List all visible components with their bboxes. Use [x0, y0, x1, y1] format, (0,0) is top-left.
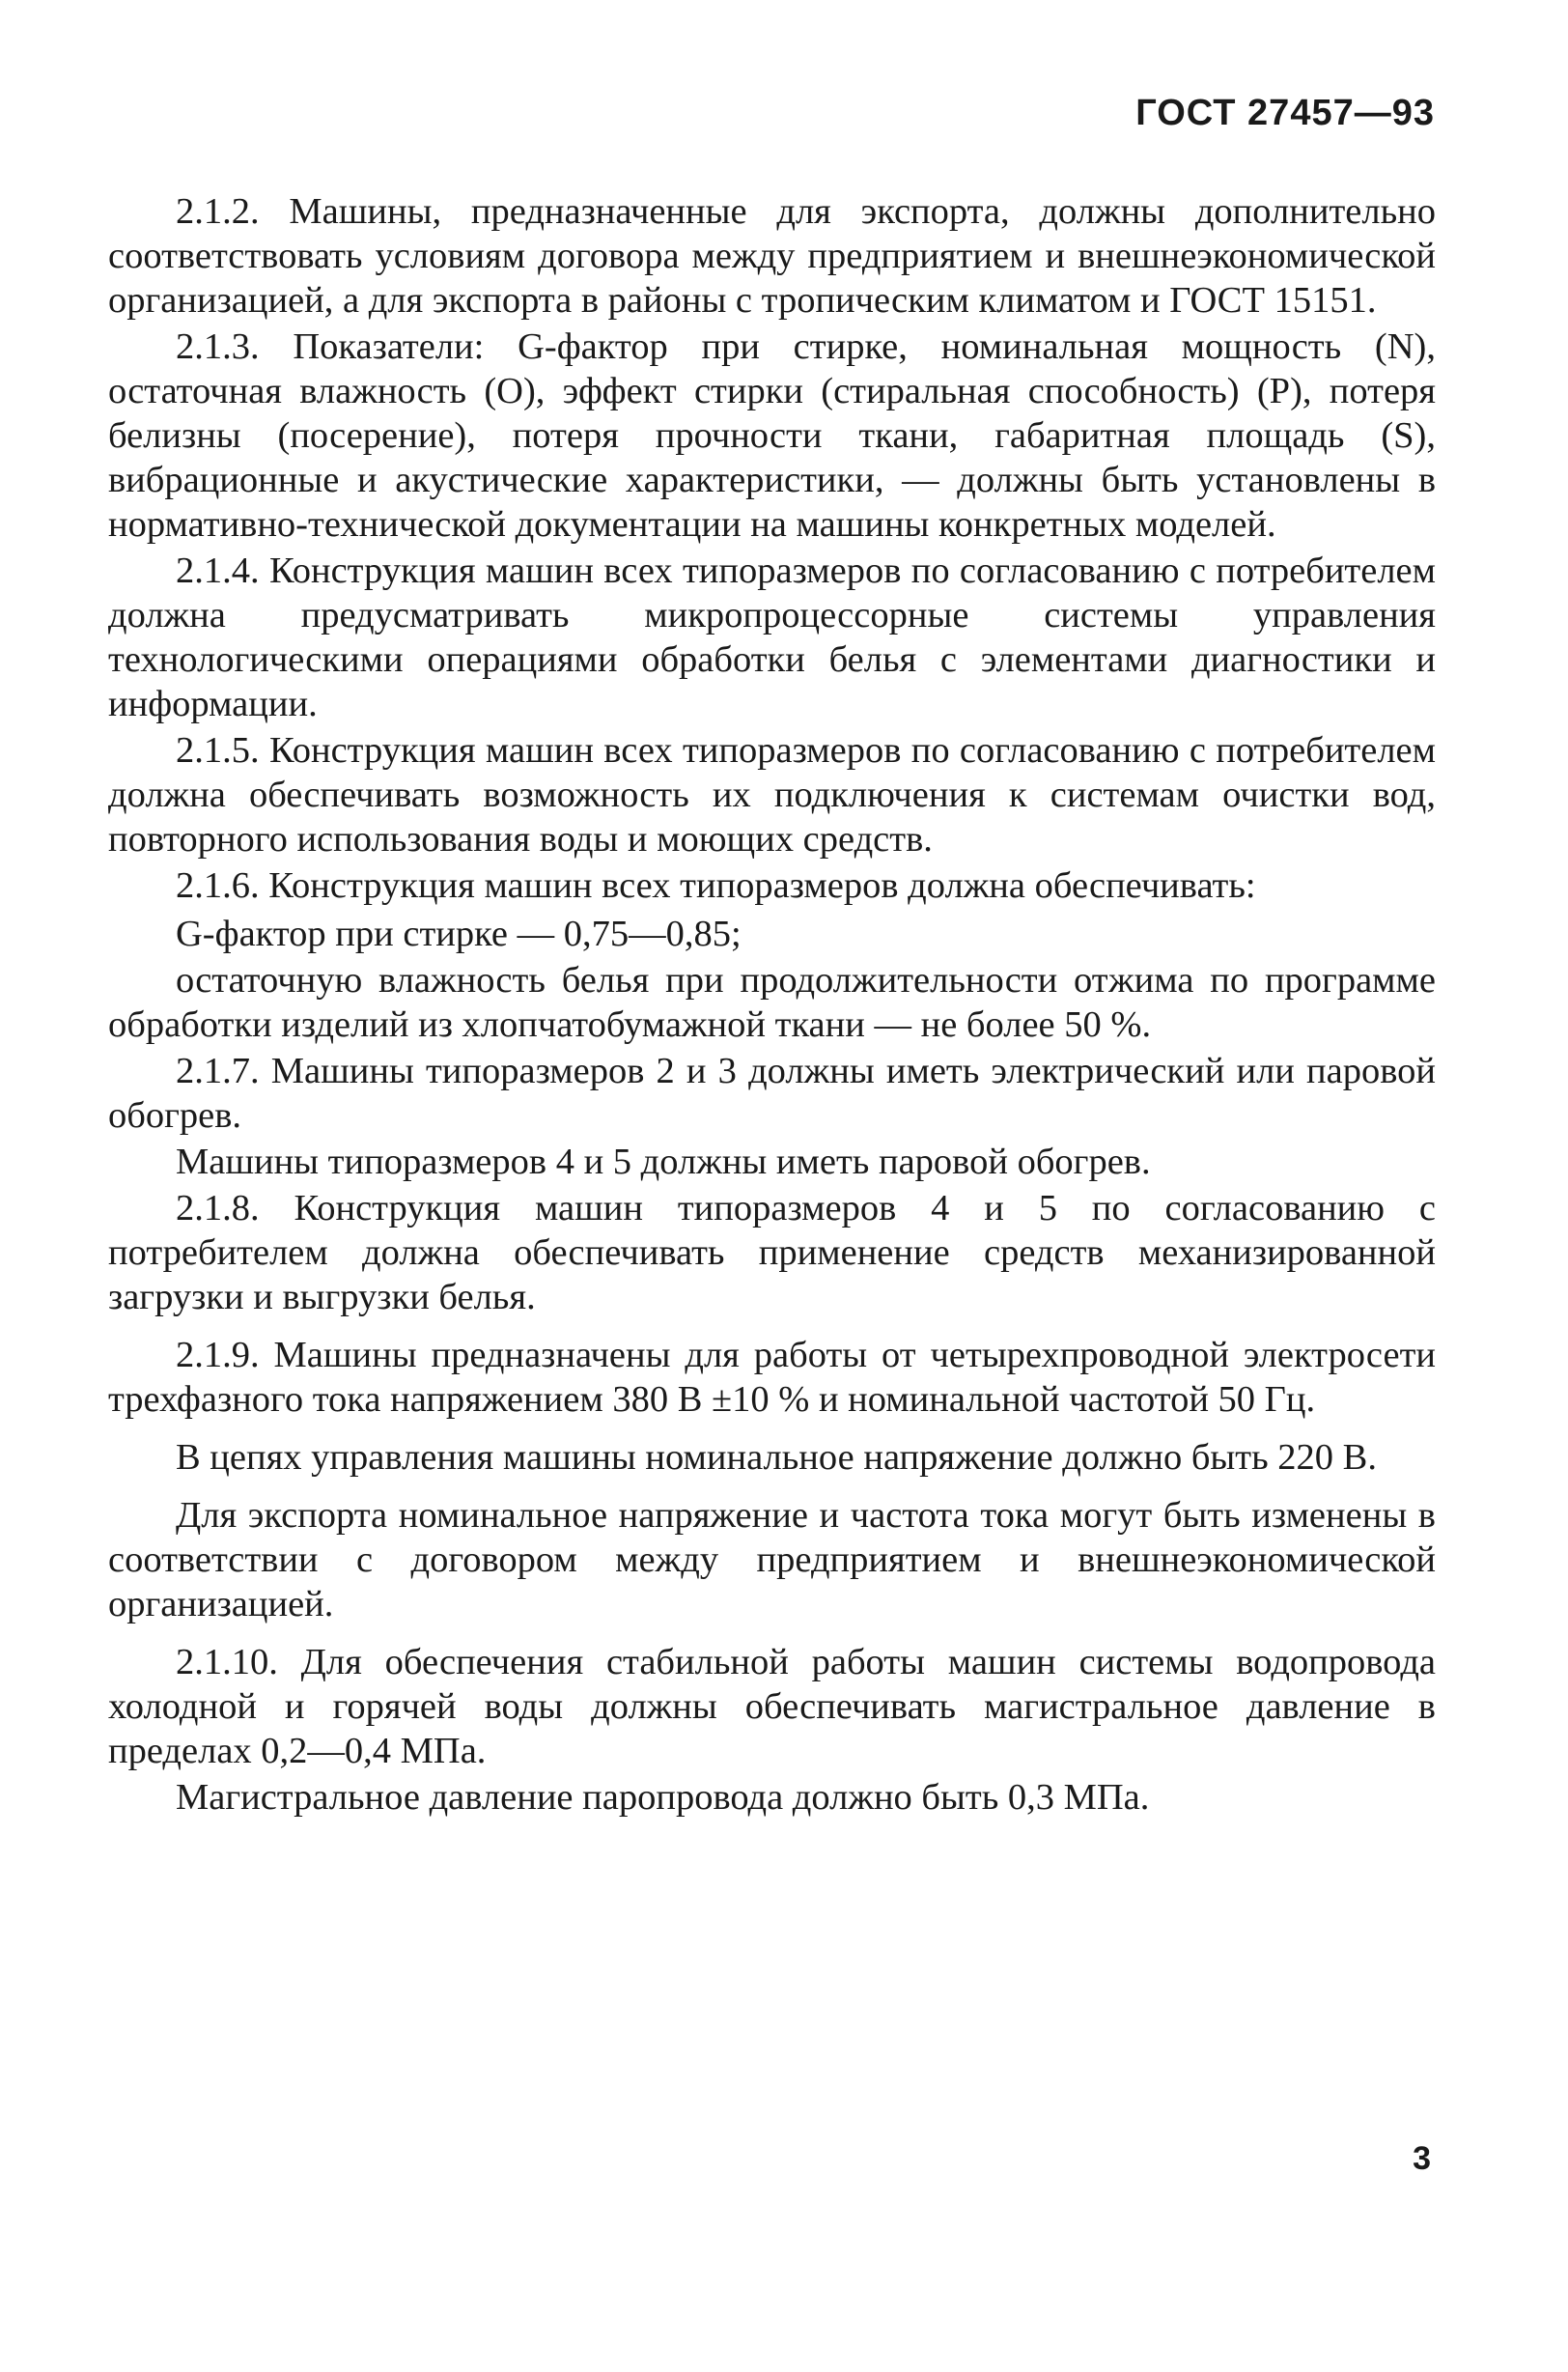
paragraph-2-1-5: 2.1.5. Конструкция машин всех типоразмеров по согласованию с потребителем должна обеспечивать возможность их подключения к системам очистки вод, повторного использования воды и моющих средств. — [108, 730, 1436, 860]
paragraph-2-1-8: 2.1.8. Конструкция машин типоразмеров 4 и 5 по согласованию с потребителем должна обеспечивать применение средств механизированной загрузки и выгрузки белья. — [108, 1188, 1436, 1317]
paragraph-2-1-7: 2.1.7. Машины типоразмеров 2 и 3 должны иметь электрический или паровой обогрев. — [108, 1051, 1436, 1136]
paragraph-2-1-6-moisture: остаточную влажность белья при продолжительности отжима по программе обработки изделий из хлопчатобумажной ткани — не более 50 %. — [108, 960, 1436, 1045]
paragraph-2-1-4: 2.1.4. Конструкция машин всех типоразмеров по согласованию с потребителем должна предусматривать микропроцессорные системы управления технологическими операциями обработки белья с элементами диагностики и информации. — [108, 551, 1436, 724]
paragraph-2-1-3: 2.1.3. Показатели: G-фактор при стирке, номинальная мощность (N), остаточная влажность (O), эффект стирки (стиральная способность) (P), потеря белизны (посерение), потеря прочности ткани, габаритная площадь (S), вибрационные и акустические характеристики, — должны быть установлены в нормативно-технической документации на машины конкретных моделей. — [108, 326, 1436, 545]
paragraph-2-1-2: 2.1.2. Машины, предназначенные для экспорта, должны дополнительно соответствовать условиям договора между предприятием и внешнеэкономической организацией, а для экспорта в районы с тропическим климатом и ГОСТ 15151. — [108, 191, 1436, 321]
paragraph-2-1-9: 2.1.9. Машины предназначены для работы от четырехпроводной электросети трехфазного тока напряжением 380 В ±10 % и номинальной частотой 50 Гц. — [108, 1335, 1436, 1420]
paragraph-2-1-6: 2.1.6. Конструкция машин всех типоразмеров должна обеспечивать: — [176, 865, 1256, 906]
document-body — [108, 189, 1436, 1821]
paragraph-2-1-10-steam-pressure: Магистральное давление паропровода должно быть 0,3 МПа. — [176, 1777, 1150, 1818]
paragraph-2-1-9-control-voltage: В цепях управления машины номинальное напряжение должно быть 220 В. — [176, 1437, 1377, 1478]
paragraph-2-1-6-g-factor: G-фактор при стирке — 0,75—0,85; — [176, 914, 742, 954]
paragraph-2-1-9-export: Для экспорта номинальное напряжение и частота тока могут быть изменены в соответствии с договором между предприятием и внешнеэкономической организацией. — [108, 1495, 1436, 1624]
paragraph-2-1-7-steam: Машины типоразмеров 4 и 5 должны иметь паровой обогрев. — [176, 1142, 1151, 1182]
page-header-standard-code: ГОСТ 27457—93 — [1135, 93, 1435, 133]
paragraph-2-1-10: 2.1.10. Для обеспечения стабильной работы машин системы водопровода холодной и горячей воды должны обеспечивать магистральное давление в пределах 0,2—0,4 МПа. — [108, 1642, 1436, 1771]
page-number: 3 — [1413, 2140, 1431, 2177]
